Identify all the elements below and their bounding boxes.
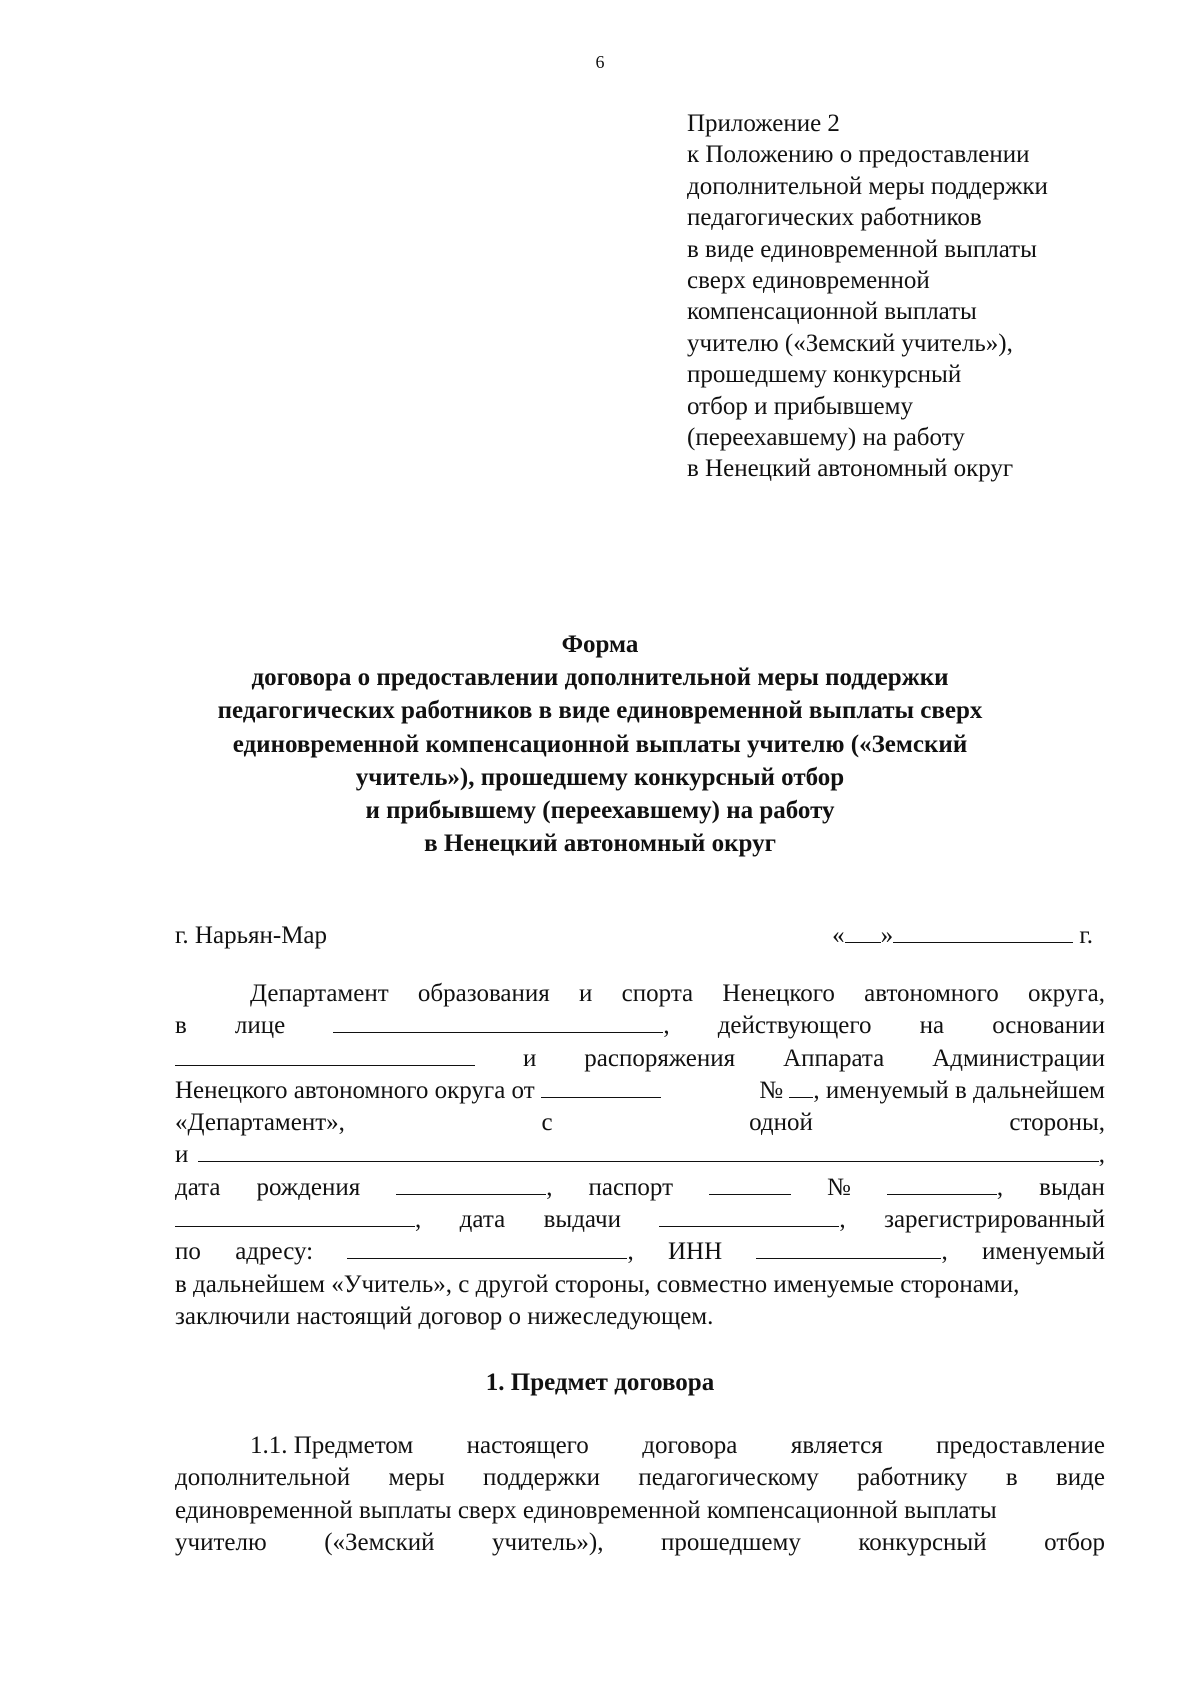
text-line [175, 1236, 1105, 1268]
comma: , [415, 1206, 422, 1234]
order-date-blank[interactable] [541, 1075, 661, 1098]
word: учитель»), [492, 1528, 604, 1556]
appendix-line: дополнительной меры поддержки [687, 172, 1048, 200]
address-field [347, 1236, 633, 1268]
text-line [175, 1430, 1105, 1462]
form-title [0, 628, 1200, 860]
word: педагогическому [638, 1464, 819, 1492]
passport-number-blank[interactable] [887, 1172, 997, 1195]
word: действующего [717, 1012, 872, 1040]
word: Предметом [293, 1432, 414, 1459]
text-line [175, 1043, 1105, 1075]
inn-field [756, 1236, 947, 1268]
word: ИНН [668, 1238, 723, 1266]
date-quote-open: « [832, 922, 845, 949]
word: по [175, 1238, 201, 1266]
birth-date-field [396, 1172, 552, 1204]
passport-number-field [887, 1172, 1003, 1204]
text-line [175, 1172, 1105, 1204]
word: спорта [621, 980, 694, 1007]
comma: , [839, 1206, 846, 1234]
word: и [522, 1044, 537, 1072]
word: Ненецкого [722, 980, 835, 1007]
word: учителю [175, 1528, 267, 1556]
order-date-label: Ненецкого автономного округа от [175, 1076, 535, 1104]
contract-date [832, 920, 1093, 952]
word: распоряжения [584, 1044, 736, 1072]
order-number-field [759, 1075, 1105, 1107]
word: поддержки [483, 1464, 601, 1492]
date-quote-close: » [880, 922, 894, 949]
word: отбор [1044, 1528, 1105, 1556]
word: виде [1055, 1464, 1105, 1492]
comma: , [941, 1238, 948, 1266]
appendix-line: компенсационной выплаты [687, 298, 977, 326]
word: конкурсный [858, 1528, 987, 1556]
address-blank[interactable] [347, 1236, 627, 1259]
appendix-line: отбор и прибывшему [687, 392, 913, 420]
word: образования [417, 980, 550, 1007]
appendix-line: к Положению о предоставлении [687, 141, 1030, 169]
word: именуемый [982, 1238, 1105, 1266]
text-line [175, 978, 1105, 1010]
word: прошедшему [661, 1528, 801, 1556]
comma: , [996, 1173, 1004, 1201]
appendix-line: (переехавшему) на работу [687, 424, 965, 452]
appendix-header [687, 108, 1048, 485]
text-line [175, 1204, 1105, 1236]
contract-preamble [175, 978, 1105, 1333]
comma: , [546, 1173, 553, 1201]
form-title-line: Форма [561, 631, 639, 658]
word: выдан [1039, 1173, 1105, 1201]
text-line [175, 1010, 1105, 1042]
comma: , [663, 1012, 670, 1040]
issue-date-field [659, 1204, 845, 1236]
representative-field [333, 1010, 669, 1042]
date-year-suffix: г. [1079, 922, 1093, 949]
word: с [541, 1109, 553, 1137]
text-line: заключили настоящий договор о нижеследующем. [175, 1302, 714, 1330]
word: меры [388, 1464, 445, 1492]
form-title-line: педагогических работников в виде единовременной выплаты сверх [217, 697, 983, 725]
clause-number-and-word [250, 1430, 413, 1463]
word: Аппарата [783, 1044, 885, 1072]
word: рождения [256, 1173, 361, 1201]
issue-date-blank[interactable] [659, 1204, 839, 1227]
form-title-line: единовременной компенсационной выплаты учителю («Земский [232, 730, 968, 758]
teacher-name-blank[interactable] [198, 1139, 1098, 1162]
text-line [175, 1075, 1105, 1107]
appendix-line: в Ненецкий автономный округ [687, 455, 1014, 483]
word: Администрации [932, 1044, 1105, 1072]
word: и [175, 1141, 189, 1169]
date-month-year-blank[interactable] [893, 920, 1073, 943]
clause-number: 1.1. [250, 1432, 288, 1459]
text-line [175, 1139, 1105, 1171]
word: стороны, [1009, 1109, 1105, 1137]
appendix-line: Приложение 2 [687, 110, 840, 137]
word: выдачи [543, 1206, 621, 1234]
word: предоставление [936, 1432, 1105, 1459]
appendix-line: прошедшему конкурсный [687, 361, 962, 389]
word: в [175, 1012, 187, 1040]
birth-date-blank[interactable] [396, 1172, 546, 1195]
page-number: 6 [595, 52, 605, 72]
text-line [175, 1107, 1105, 1139]
appendix-line: педагогических работников [687, 204, 982, 232]
number-sign: № [759, 1076, 784, 1104]
word: («Земский [324, 1528, 435, 1556]
word: адресу: [235, 1238, 314, 1266]
text-line: единовременной выплаты сверх единовременной компенсационной выплаты [175, 1496, 997, 1524]
form-title-line: в Ненецкий автономный округ [424, 830, 776, 858]
form-title-line: учитель»), прошедшему конкурсный отбор [355, 763, 845, 791]
word: одной [749, 1109, 813, 1137]
word: и [579, 980, 593, 1007]
order-number-blank[interactable] [789, 1075, 813, 1098]
named-as: , именуемый в дальнейшем [813, 1076, 1105, 1104]
word: лице [234, 1012, 286, 1040]
word: основании [992, 1012, 1105, 1040]
word: работнику [857, 1464, 968, 1492]
clause-1-1 [175, 1430, 1105, 1559]
word: на [919, 1012, 945, 1040]
word: зарегистрированный [884, 1206, 1105, 1234]
word: Департамент [250, 980, 389, 1007]
word: «Департамент», [175, 1109, 345, 1137]
order-date-field [175, 1075, 661, 1107]
text-line [175, 1527, 1105, 1559]
appendix-line: сверх единовременной [687, 267, 930, 295]
word: дата [459, 1206, 506, 1234]
word: округа, [1028, 980, 1105, 1007]
comma: , [1098, 1141, 1105, 1169]
word: в [1005, 1464, 1018, 1492]
word: договора [642, 1432, 738, 1459]
text-line [175, 1462, 1105, 1494]
form-title-line: и прибывшему (переехавшему) на работу [365, 797, 835, 825]
comma: , [627, 1238, 634, 1266]
basis-blank[interactable] [175, 1043, 475, 1066]
issued-by-blank[interactable] [175, 1204, 415, 1227]
word: дата [175, 1173, 221, 1201]
issued-by-field [175, 1204, 421, 1236]
word: является [790, 1432, 883, 1459]
text-line: в дальнейшем «Учитель», с другой стороны, совместно именуемые сторонами, [175, 1270, 1020, 1298]
number-sign: № [827, 1173, 851, 1201]
inn-blank[interactable] [756, 1236, 941, 1259]
contract-city: г. Нарьян-Мар [175, 922, 328, 949]
appendix-line: в виде единовременной выплаты [687, 235, 1037, 263]
form-title-line: договора о предоставлении дополнительной меры поддержки [251, 664, 949, 692]
passport-series-blank[interactable] [709, 1172, 791, 1195]
word: дополнительной [175, 1464, 351, 1492]
representative-blank[interactable] [333, 1010, 663, 1033]
appendix-line: учителю («Земский учитель»), [687, 329, 1013, 357]
date-day-blank[interactable] [845, 920, 881, 943]
word: паспорт [588, 1173, 674, 1201]
word: автономного [864, 980, 999, 1007]
section-heading: 1. Предмет договора [485, 1369, 715, 1396]
word: настоящего [466, 1432, 589, 1459]
